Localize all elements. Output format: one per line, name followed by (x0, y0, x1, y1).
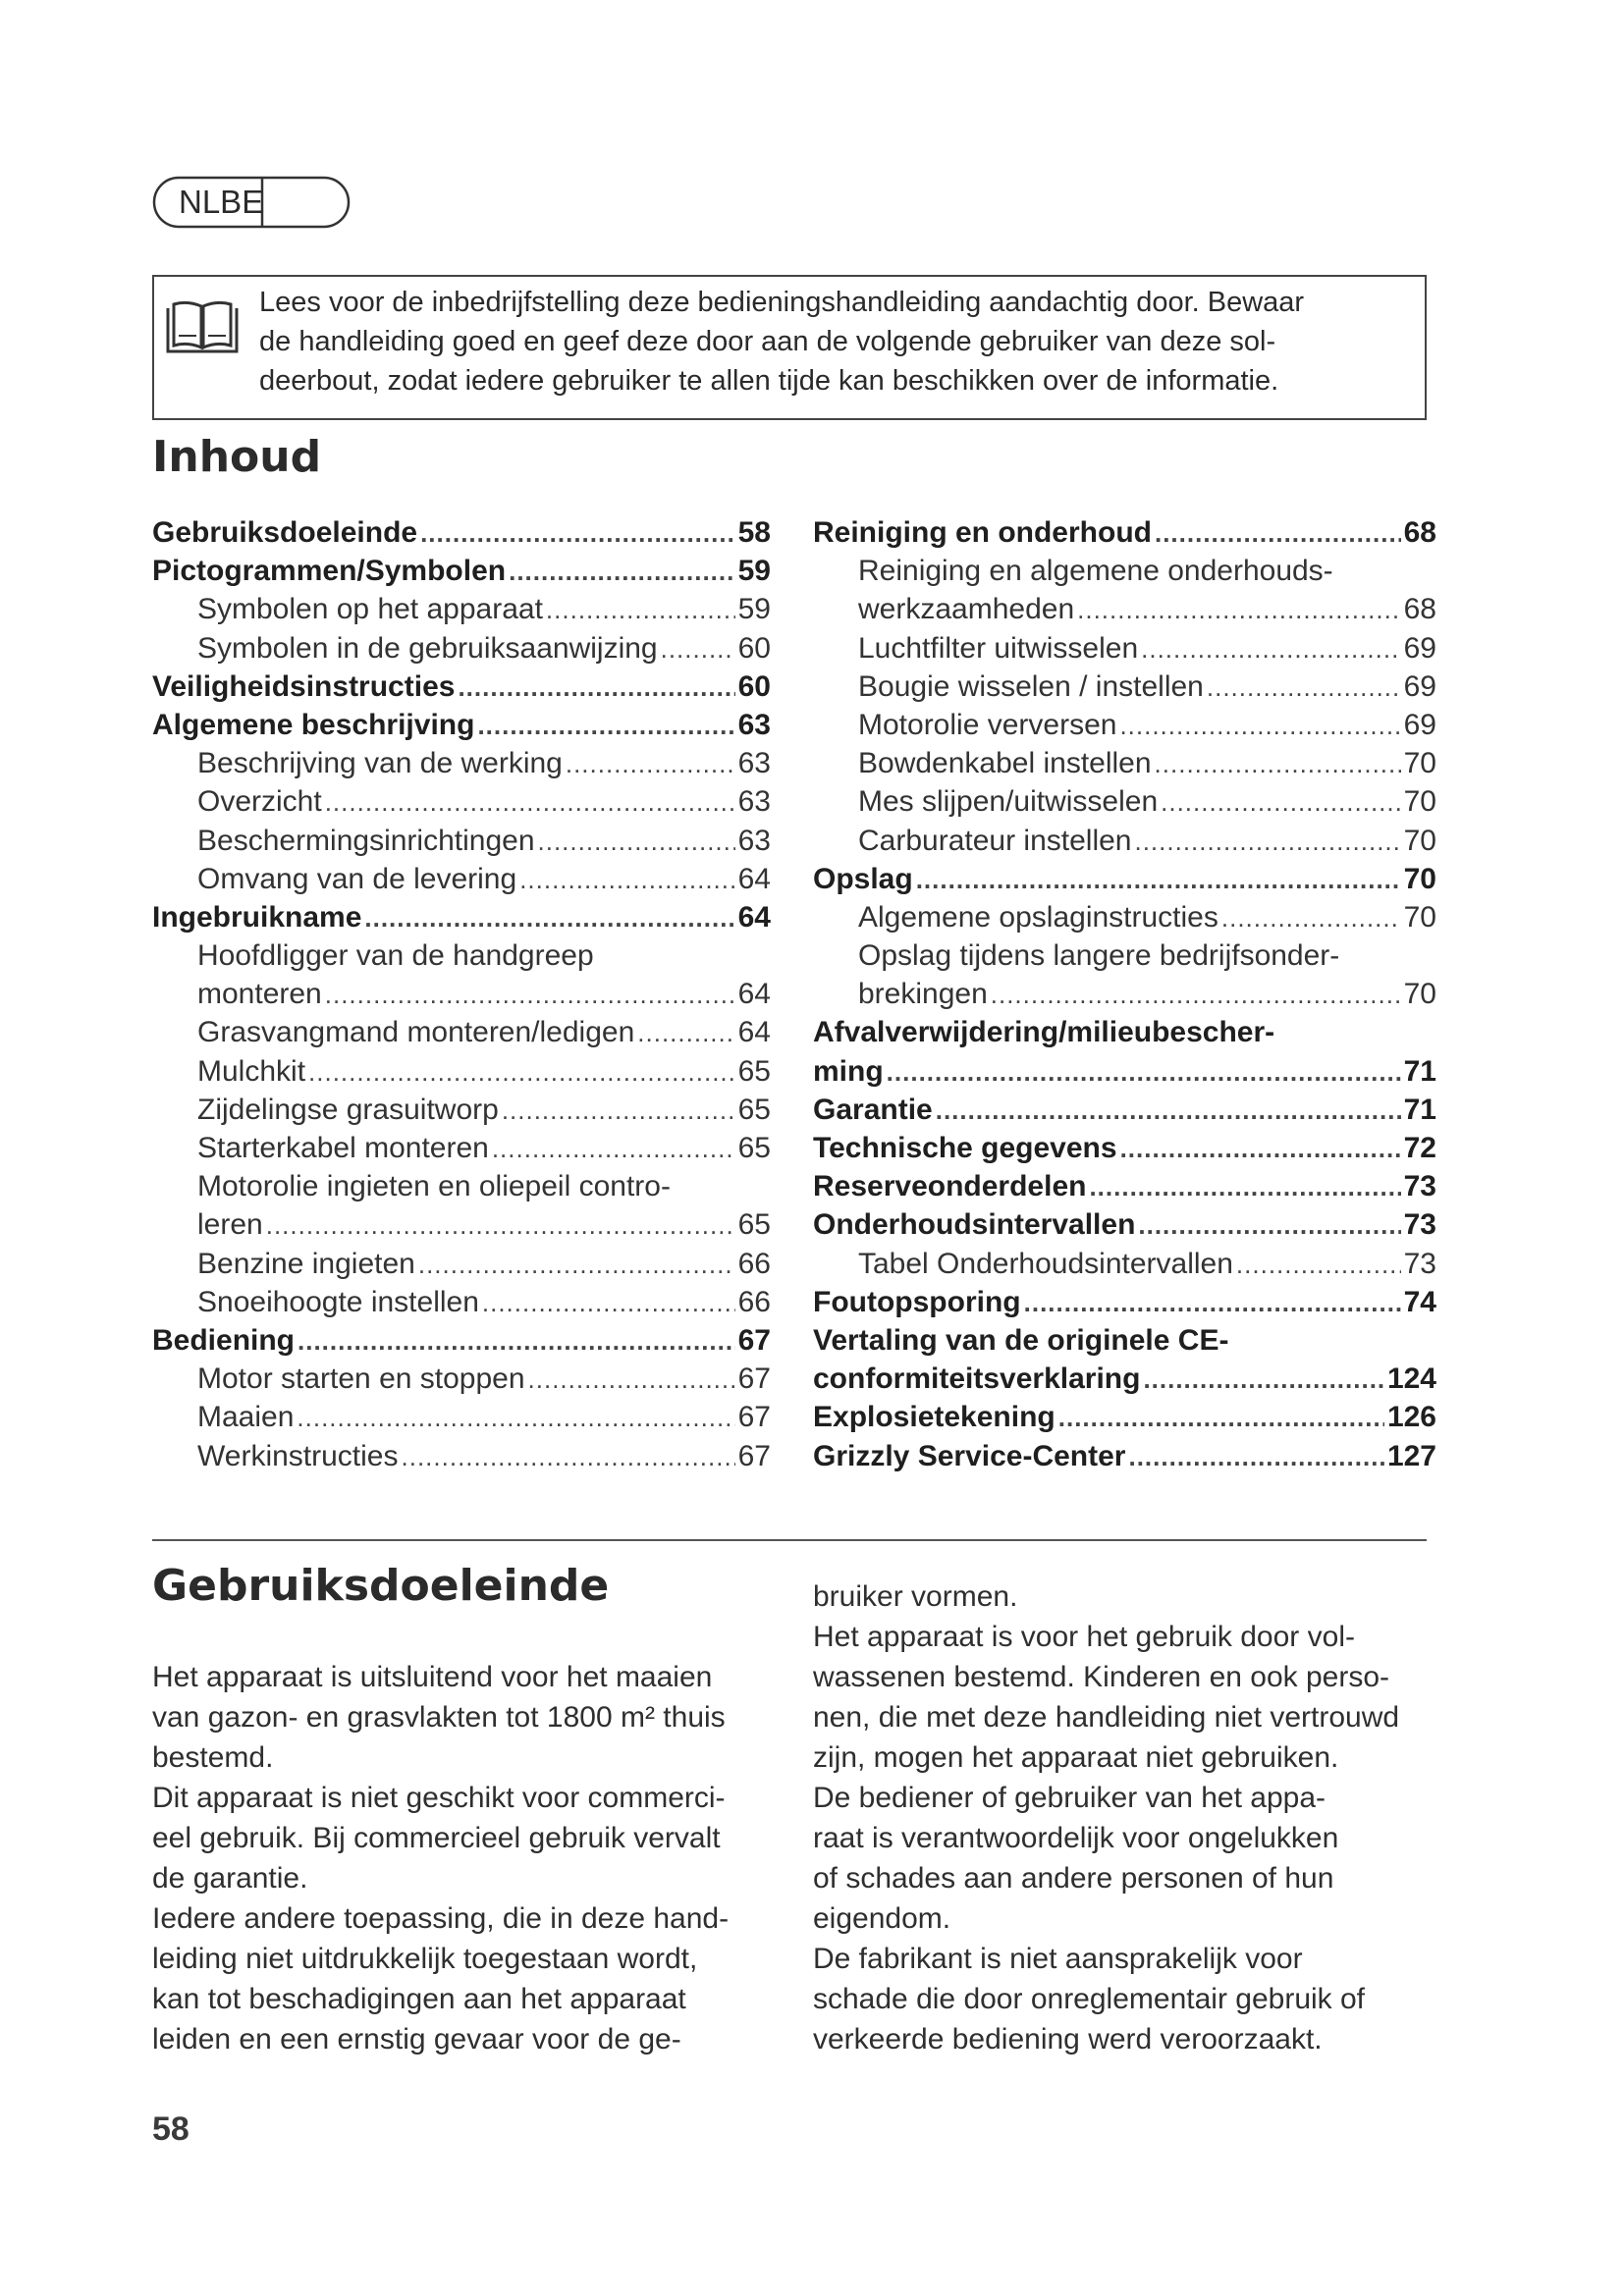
toc-entry-title: Mes slijpen/uitwisselen (858, 785, 1159, 819)
toc-entry-page: 67 (737, 1401, 771, 1434)
intended-use-text-right (813, 1576, 1441, 2059)
body-line: van gazon- en grasvlakten tot 1800 m² thuis (152, 1701, 726, 1734)
toc-entry[interactable] (813, 1283, 1436, 1321)
body-line: Iedere andere toepassing, die in deze hand- (152, 1902, 730, 1935)
toc-entry[interactable] (152, 822, 771, 860)
toc-leader-dots (364, 899, 734, 937)
toc-entry-page: 66 (737, 1285, 771, 1318)
toc-entry-page: 64 (737, 862, 771, 895)
language-badge-label: NLBE (179, 184, 264, 220)
toc-entry-page: 69 (1403, 669, 1436, 703)
toc-entry-title: Algemene beschrijving (152, 708, 475, 741)
section-divider (152, 1539, 1427, 1541)
toc-entry[interactable] (152, 1129, 771, 1167)
toc-heading: Inhoud (152, 432, 322, 482)
toc-entry[interactable] (813, 1245, 1436, 1283)
toc-entry[interactable] (813, 590, 1436, 628)
section-heading: Gebruiksdoeleinde (152, 1561, 610, 1611)
toc-entry[interactable] (813, 898, 1436, 936)
toc-leader-dots (1207, 668, 1401, 707)
body-line: raat is verantwoordelijk voor ongelukken (813, 1822, 1339, 1854)
toc-entry-title: Grasvangmand monteren/ledigen (197, 1016, 635, 1049)
toc-entry-title: Overzicht (197, 785, 322, 819)
toc-entry-title: Zijdelingse grasuitworp (197, 1093, 499, 1126)
page-number: 58 (152, 2110, 189, 2148)
read-manual-notice (152, 275, 1427, 420)
toc-entry-page: 63 (737, 708, 771, 741)
toc-entry-page: 66 (737, 1247, 771, 1280)
body-line: kan tot beschadigingen aan het apparaat (152, 1983, 686, 2015)
body-line: bruiker vormen. (813, 1580, 1018, 1613)
toc-leader-dots (538, 823, 735, 861)
toc-leader-dots (297, 1399, 734, 1437)
toc-entry-page: 72 (1403, 1132, 1436, 1164)
toc-entry-title: Symbolen in de gebruiksaanwijzing (197, 631, 658, 665)
toc-entry-title: Reserveonderdelen (813, 1170, 1087, 1203)
toc-leader-dots (502, 1092, 735, 1130)
body-line: eel gebruik. Bij commercieel gebruik vervalt (152, 1822, 721, 1854)
toc-leader-dots (418, 1246, 735, 1284)
body-line: Het apparaat is voor het gebruik door vol- (813, 1621, 1355, 1653)
toc-entry-title: Hoofdligger van de handgreep (197, 939, 594, 973)
body-line: De bediener of gebruiker van het appa- (813, 1782, 1326, 1814)
toc-entry[interactable] (152, 1013, 771, 1051)
toc-entry[interactable] (152, 898, 771, 936)
toc-entry-title: Bediening (152, 1323, 296, 1357)
toc-entry-title: Garantie (813, 1093, 933, 1126)
body-line: Dit apparaat is niet geschikt voor commerci- (152, 1782, 726, 1814)
toc-leader-dots (509, 553, 735, 591)
toc-entry-title: Motorolie verversen (858, 708, 1117, 741)
toc-entry-page: 65 (737, 1093, 771, 1126)
toc-entry[interactable] (152, 860, 771, 898)
toc-entry-page: 70 (1403, 978, 1436, 1011)
toc-leader-dots (1155, 514, 1401, 553)
toc-entry-page: 67 (737, 1362, 771, 1396)
body-line: schade die door onreglementair gebruik of (813, 1983, 1366, 2015)
toc-entry[interactable] (152, 1245, 771, 1283)
toc-entry[interactable] (152, 1398, 771, 1436)
toc-entry-page: 65 (737, 1054, 771, 1088)
toc-leader-dots (887, 1053, 1401, 1092)
toc-entry-title: Grizzly Service-Center (813, 1439, 1126, 1472)
toc-entry-title: Starterkabel monteren (197, 1132, 489, 1164)
body-line: of schades aan andere personen of hun (813, 1862, 1334, 1895)
toc-entry[interactable] (813, 1321, 1436, 1360)
toc-entry-title: Vertaling van de originele CE- (813, 1323, 1229, 1357)
toc-entry-title: Tabel Onderhoudsintervallen (858, 1247, 1233, 1280)
toc-entry-title: ming (813, 1054, 884, 1088)
toc-entry-page: 126 (1386, 1401, 1436, 1434)
toc-entry[interactable] (152, 782, 771, 821)
toc-entry[interactable] (152, 1321, 771, 1360)
toc-leader-dots (1077, 591, 1401, 629)
toc-entry-page: 70 (1403, 900, 1436, 934)
toc-entry[interactable] (813, 936, 1436, 975)
toc-entry-page: 73 (1403, 1208, 1436, 1242)
toc-entry[interactable] (813, 552, 1436, 590)
toc-leader-dots (420, 514, 735, 553)
toc-entry-page: 68 (1403, 593, 1436, 626)
toc-entry-title: Benzine ingieten (197, 1247, 415, 1280)
toc-entry[interactable] (152, 936, 771, 975)
toc-entry[interactable] (152, 744, 771, 782)
toc-leader-dots (661, 630, 735, 668)
toc-entry-title: Bougie wisselen / instellen (858, 669, 1204, 703)
toc-entry-title: Snoeihoogte instellen (197, 1285, 479, 1318)
language-badge (152, 175, 353, 230)
toc-entry[interactable] (152, 1167, 771, 1205)
toc-entry-title: Veiligheidsinstructies (152, 669, 456, 703)
toc-entry[interactable] (152, 1283, 771, 1321)
toc-entry[interactable] (152, 1437, 771, 1475)
body-line: De fabrikant is niet aansprakelijk voor (813, 1943, 1303, 1975)
notice-text (259, 283, 1418, 400)
toc-entry[interactable] (813, 975, 1436, 1013)
toc-entry[interactable] (813, 667, 1436, 706)
toc-entry[interactable] (152, 1091, 771, 1129)
toc-entry-title: Opslag tijdens langere bedrijfsonder- (858, 939, 1340, 973)
toc-entry[interactable] (152, 552, 771, 590)
toc-entry-page: 70 (1403, 785, 1436, 819)
toc-entry[interactable] (813, 744, 1436, 782)
toc-entry[interactable] (813, 822, 1436, 860)
toc-leader-dots (266, 1206, 735, 1245)
toc-entry[interactable] (813, 1129, 1436, 1167)
toc-leader-dots (991, 976, 1401, 1014)
toc-entry[interactable] (813, 782, 1436, 821)
toc-right-column (813, 513, 1436, 1475)
toc-leader-dots (325, 976, 735, 1014)
toc-leader-dots (1058, 1399, 1384, 1437)
toc-entry-title: Motorolie ingieten en oliepeil contro- (197, 1170, 671, 1203)
toc-entry-title: Pictogrammen/Symbolen (152, 555, 507, 588)
toc-entry-page: 70 (1403, 747, 1436, 780)
toc-entry[interactable] (813, 1205, 1436, 1244)
toc-entry-title: Symbolen op het apparaat (197, 593, 543, 626)
toc-leader-dots (936, 1092, 1401, 1130)
toc-leader-dots (1134, 823, 1400, 861)
notice-line: Lees voor de inbedrijfstelling deze bedieningshandleiding aandachtig door. Bewaar (259, 287, 1305, 318)
toc-entry-title: Carburateur instellen (858, 824, 1132, 857)
body-line: eigendom. (813, 1902, 951, 1935)
toc-entry-title: brekingen (858, 978, 988, 1011)
toc-leader-dots (566, 745, 735, 783)
toc-entry-page: 71 (1403, 1093, 1436, 1126)
toc-leader-dots (1089, 1168, 1400, 1206)
toc-entry[interactable] (152, 513, 771, 552)
toc-entry[interactable] (813, 1398, 1436, 1436)
toc-entry[interactable] (152, 975, 771, 1013)
toc-entry-page: 67 (737, 1323, 771, 1357)
toc-leader-dots (298, 1322, 735, 1361)
toc-entry-page: 63 (737, 785, 771, 819)
toc-entry-page: 59 (737, 593, 771, 626)
toc-entry-title: Algemene opslaginstructies (858, 900, 1218, 934)
toc-leader-dots (1128, 1438, 1383, 1476)
toc-entry[interactable] (152, 1205, 771, 1244)
toc-entry-title: Bowdenkabel instellen (858, 747, 1152, 780)
open-book-icon (162, 298, 243, 355)
toc-entry-title: Gebruiksdoeleinde (152, 516, 418, 549)
toc-entry-title: Opslag (813, 862, 913, 895)
body-line: verkeerde bediening werd veroorzaakt. (813, 2023, 1323, 2056)
toc-entry-title: Beschrijving van de werking (197, 747, 563, 780)
toc-leader-dots (519, 861, 734, 899)
toc-entry-page: 60 (737, 669, 771, 703)
toc-entry-title: Afvalverwijdering/milieubescher- (813, 1016, 1275, 1049)
body-line: Het apparaat is uitsluitend voor het maaien (152, 1661, 713, 1693)
toc-entry-page: 67 (737, 1439, 771, 1472)
toc-leader-dots (308, 1053, 735, 1092)
toc-entry-page: 74 (1403, 1285, 1436, 1318)
toc-leader-dots (1141, 630, 1400, 668)
toc-leader-dots (1236, 1246, 1401, 1284)
toc-entry-page: 73 (1403, 1170, 1436, 1203)
toc-entry[interactable] (813, 1013, 1436, 1051)
toc-leader-dots (1161, 783, 1400, 822)
toc-entry[interactable] (813, 513, 1436, 552)
toc-entry-title: Onderhoudsintervallen (813, 1208, 1136, 1242)
toc-entry-page: 69 (1403, 708, 1436, 741)
body-line: de garantie. (152, 1862, 308, 1895)
toc-leader-dots (482, 1284, 735, 1322)
toc-leader-dots (477, 707, 734, 745)
toc-left-column (152, 513, 771, 1475)
toc-leader-dots (546, 591, 735, 629)
intended-use-text-left (152, 1657, 781, 2059)
toc-entry-page: 58 (737, 516, 771, 549)
toc-leader-dots (402, 1438, 735, 1476)
toc-entry-title: Omvang van de levering (197, 862, 517, 895)
toc-entry-title: Werkinstructies (197, 1439, 399, 1472)
toc-entry-title: leren (197, 1208, 263, 1242)
toc-leader-dots (1138, 1206, 1400, 1245)
toc-entry[interactable] (813, 1360, 1436, 1398)
toc-leader-dots (1155, 745, 1401, 783)
toc-leader-dots (528, 1361, 735, 1399)
toc-entry-title: Foutopsporing (813, 1285, 1021, 1318)
toc-entry-title: monteren (197, 978, 322, 1011)
toc-leader-dots (1120, 1130, 1401, 1168)
toc-entry-page: 64 (737, 900, 771, 934)
toc-leader-dots (492, 1130, 735, 1168)
toc-entry[interactable] (813, 706, 1436, 744)
toc-entry[interactable] (152, 667, 771, 706)
toc-entry-page: 63 (737, 824, 771, 857)
body-line: bestemd. (152, 1741, 274, 1774)
toc-leader-dots (1221, 899, 1401, 937)
toc-entry-title: conformiteitsverklaring (813, 1362, 1141, 1396)
notice-line: de handleiding goed en geef deze door aan de volgende gebruiker van deze sol- (259, 326, 1276, 357)
toc-entry[interactable] (152, 706, 771, 744)
toc-leader-dots (916, 861, 1401, 899)
toc-entry-title: Technische gegevens (813, 1132, 1117, 1164)
toc-entry[interactable] (813, 1437, 1436, 1475)
toc-entry-title: Reiniging en algemene onderhouds- (858, 555, 1333, 588)
toc-entry-page: 59 (737, 555, 771, 588)
toc-entry-page: 124 (1386, 1362, 1436, 1396)
toc-entry-title: Reiniging en onderhoud (813, 516, 1152, 549)
toc-entry-page: 65 (737, 1208, 771, 1242)
body-line: nen, die met deze handleiding niet vertrouwd (813, 1701, 1400, 1734)
toc-entry[interactable] (813, 1091, 1436, 1129)
toc-entry-title: Luchtfilter uitwisselen (858, 631, 1139, 665)
toc-entry[interactable] (813, 1052, 1436, 1091)
toc-entry-page: 70 (1403, 824, 1436, 857)
toc-leader-dots (1024, 1284, 1401, 1322)
body-line: leiden en een ernstig gevaar voor de ge- (152, 2023, 681, 2056)
toc-entry-page: 70 (1403, 862, 1436, 895)
toc-entry-title: Ingebruikname (152, 900, 362, 934)
toc-entry-title: Motor starten en stoppen (197, 1362, 525, 1396)
toc-entry-page: 64 (737, 1016, 771, 1049)
toc-entry[interactable] (152, 629, 771, 667)
toc-entry-page: 71 (1403, 1054, 1436, 1088)
toc-entry[interactable] (152, 1052, 771, 1091)
notice-line: deerbout, zodat iedere gebruiker te allen tijde kan beschikken over de informatie. (259, 365, 1279, 397)
toc-entry-page: 60 (737, 631, 771, 665)
body-line: leiding niet uitdrukkelijk toegestaan wordt, (152, 1943, 698, 1975)
toc-entry-title: Explosietekening (813, 1401, 1056, 1434)
toc-leader-dots (1119, 707, 1400, 745)
body-line: wassenen bestemd. Kinderen en ook perso- (813, 1661, 1390, 1693)
toc-leader-dots (1143, 1361, 1384, 1399)
toc-entry-page: 63 (737, 747, 771, 780)
toc-entry-page: 69 (1403, 631, 1436, 665)
toc-entry-page: 65 (737, 1132, 771, 1164)
toc-leader-dots (637, 1014, 734, 1052)
toc-entry-page: 68 (1403, 516, 1436, 549)
toc-entry-title: Beschermingsinrichtingen (197, 824, 535, 857)
toc-entry[interactable] (152, 1360, 771, 1398)
toc-leader-dots (325, 783, 735, 822)
body-line: zijn, mogen het apparaat niet gebruiken. (813, 1741, 1339, 1774)
toc-entry-page: 127 (1386, 1439, 1436, 1472)
toc-entry-title: werkzaamheden (858, 593, 1075, 626)
toc-entry-title: Maaien (197, 1401, 295, 1434)
toc-entry[interactable] (813, 629, 1436, 667)
toc-entry-page: 73 (1403, 1247, 1436, 1280)
toc-entry-title: Mulchkit (197, 1054, 306, 1088)
toc-entry[interactable] (813, 1167, 1436, 1205)
toc-entry-page: 64 (737, 978, 771, 1011)
toc-entry[interactable] (813, 860, 1436, 898)
toc-entry[interactable] (152, 590, 771, 628)
toc-leader-dots (458, 668, 734, 707)
